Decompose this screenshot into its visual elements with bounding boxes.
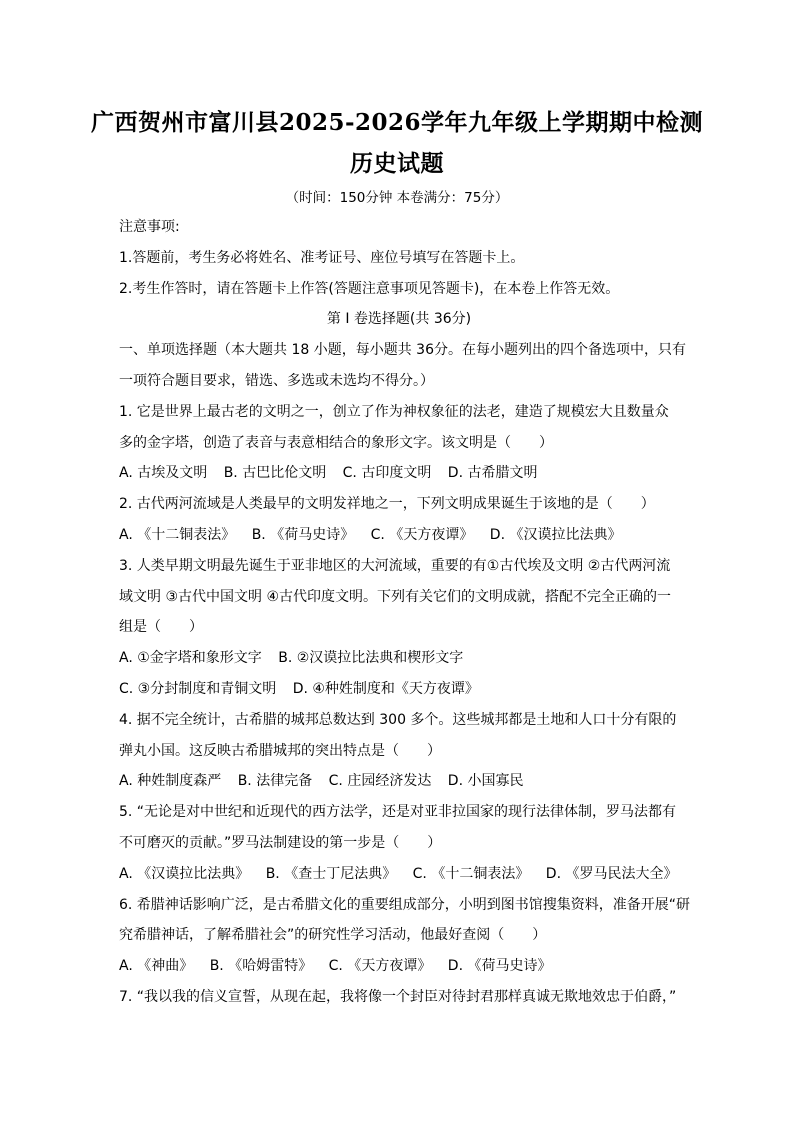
option-b: B. 《查士丁尼法典》 [265, 865, 397, 882]
option-d: D. 《汉谟拉比法典》 [489, 526, 622, 543]
option-d: D. 古希腊文明 [447, 465, 538, 482]
question-3-options-row [119, 674, 679, 705]
question-3-stem: 3. 人类早期文明最先诞生于亚非地区的大河流域，重要的有①古代埃及文明 ②古代两河流 [119, 557, 671, 574]
option-c: C. 庄园经济发达 [328, 773, 432, 790]
question-5-stem: 5. “无论是对中世纪和近现代的西方法学，还是对亚非拉国家的现行法律体制，罗马法都有 [119, 804, 677, 821]
question-4-options [119, 766, 679, 797]
exam-body [119, 212, 691, 1013]
section-intro: 一项符合题目要求，错选、多选或未选均不得分。） [119, 372, 434, 389]
question-7-stem: 7. “我以我的信义宣誓，从现在起，我将像一个封臣对待封君那样真诚无欺地效忠于伯爵，” [119, 988, 677, 1005]
option-d: D. 小国寡民 [447, 773, 524, 790]
option-d: D. 《罗马民法大全》 [545, 865, 678, 882]
notes-heading: 注意事项: [119, 219, 180, 235]
option-b: B. 古巴比伦文明 [223, 465, 327, 482]
question-2-options [119, 520, 679, 551]
option-a: A. 《汉谟拉比法典》 [119, 865, 250, 882]
note-item: 1.答题前，考生务必将姓名、准考证号、座位号填写在答题卡上。 [119, 249, 525, 266]
option-c: C. 《十二铜表法》 [412, 865, 530, 882]
option-a: A. 种姓制度森严 [119, 773, 222, 790]
question-3-stem: 域文明 ③古代中国文明 ④古代印度文明。下列有关它们的文明成就，搭配不完全正确的一 [119, 588, 671, 605]
note-item: 2.考生作答时，请在答题卡上作答(答题注意事项见答题卡)，在本卷上作答无效。 [119, 280, 620, 297]
section-intro: 一、单项选择题（本大题共 18 小题，每小题共 36分。在每小题列出的四个备选项中，只有 [119, 342, 686, 359]
exam-info: （时间：150分钟 本卷满分：75分） [285, 190, 509, 206]
option-b: B. 《荷马史诗》 [251, 526, 355, 543]
question-4-stem: 4. 据不完全统计，古希腊的城邦总数达到 300 多个。这些城邦都是土地和人口十分有限的 [119, 711, 677, 728]
option-c: C. ③分封制度和青铜文明 [119, 680, 277, 697]
section-title: 第 I 卷选择题(共 36分) [326, 311, 472, 328]
question-3-stem: 组是（ ） [119, 619, 203, 636]
question-2-stem: 2. 古代两河流域是人类最早的文明发祥地之一，下列文明成果诞生于该地的是（ ） [119, 496, 655, 513]
question-5-stem: 不可磨灭的贡献。”罗马法制建设的第一步是（ ） [119, 834, 442, 851]
option-a: A. 《神曲》 [119, 958, 194, 975]
option-a: A. 《十二铜表法》 [119, 526, 236, 543]
exam-title: 广西贺州市富川县2025-2026学年九年级上学期期中检测 [90, 109, 704, 136]
question-1-stem: 1. 它是世界上最古老的文明之一，创立了作为神权象征的法老，建造了规模宏大且数量众 [119, 403, 669, 420]
option-c: C. 《天方夜谭》 [328, 958, 432, 975]
question-1-options [119, 458, 679, 489]
option-c: C. 古印度文明 [342, 465, 432, 482]
exam-subject: 历史试题 [350, 150, 444, 177]
question-4-stem: 弹丸小国。这反映古希腊城邦的突出特点是（ ） [119, 742, 441, 759]
option-d: D. 《荷马史诗》 [447, 958, 552, 975]
question-6-stem: 究希腊神话，了解希腊社会”的研究性学习活动，他最好查阅（ ） [119, 927, 547, 944]
option-b: B. ②汉谟拉比法典和楔形文字 [278, 650, 464, 667]
option-b: B. 《哈姆雷特》 [209, 958, 313, 975]
option-a: A. ①金字塔和象形文字 [119, 650, 262, 667]
option-c: C. 《天方夜谭》 [370, 526, 474, 543]
question-6-stem: 6. 希腊神话影响广泛，是古希腊文化的重要组成部分，小明到图书馆搜集资料，准备开展“研 [119, 896, 691, 913]
option-b: B. 法律完备 [237, 773, 313, 790]
question-6-options [119, 951, 679, 982]
question-3-options-row [119, 643, 679, 674]
question-1-stem: 多的金字塔，创造了表音与表意相结合的象形文字。该文明是（ ） [119, 434, 553, 451]
option-a: A. 古埃及文明 [119, 465, 208, 482]
question-5-options [119, 859, 679, 890]
option-d: D. ④种姓制度和《天方夜谭》 [292, 680, 479, 697]
